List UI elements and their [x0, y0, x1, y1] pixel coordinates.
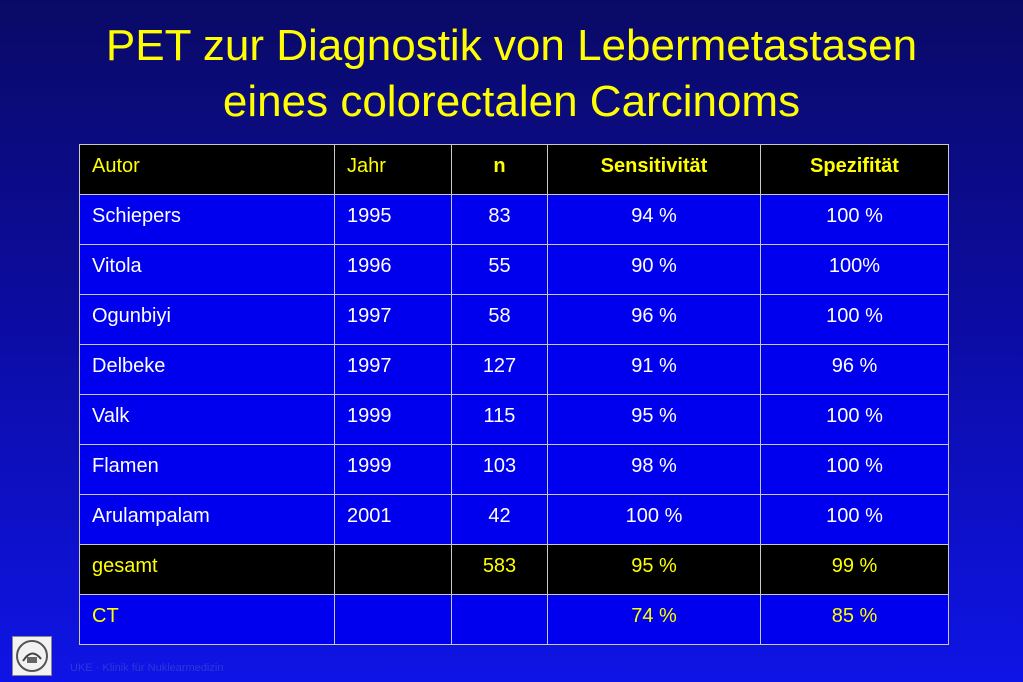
title-line-2: eines colorectalen Carcinoms	[222, 77, 801, 126]
cell-n: 58	[452, 295, 548, 345]
cell-autor: Ogunbiyi	[80, 295, 335, 345]
cell-n: 127	[452, 345, 548, 395]
slide-footer: UKE · Klinik für Nuklearmedizin	[70, 662, 224, 674]
cell-jahr: 2001	[335, 495, 452, 545]
summary-sensitivitaet: 95 %	[548, 545, 761, 595]
table-row	[80, 445, 949, 495]
cell-sensitivitaet: 91 %	[548, 345, 761, 395]
cell-spezifitaet: 100 %	[761, 445, 949, 495]
ct-label: CT	[80, 595, 335, 645]
ct-row	[80, 595, 949, 645]
cell-spezifitaet: 100%	[761, 245, 949, 295]
ct-spezifitaet: 85 %	[761, 595, 949, 645]
summary-n: 583	[452, 545, 548, 595]
summary-row	[80, 545, 949, 595]
cell-spezifitaet: 100 %	[761, 395, 949, 445]
summary-jahr	[335, 545, 452, 595]
header-n: n	[452, 145, 548, 195]
cell-autor: Flamen	[80, 445, 335, 495]
cell-spezifitaet: 100 %	[761, 495, 949, 545]
institution-logo-icon	[12, 636, 52, 676]
cell-n: 55	[452, 245, 548, 295]
header-sensitivitaet: Sensitivität	[548, 145, 761, 195]
study-table	[79, 144, 949, 645]
cell-n: 42	[452, 495, 548, 545]
cell-jahr: 1996	[335, 245, 452, 295]
cell-autor: Arulampalam	[80, 495, 335, 545]
cell-sensitivitaet: 94 %	[548, 195, 761, 245]
cell-sensitivitaet: 96 %	[548, 295, 761, 345]
cell-jahr: 1997	[335, 345, 452, 395]
table-row	[80, 495, 949, 545]
header-autor: Autor	[80, 145, 335, 195]
table-row	[80, 195, 949, 245]
cell-n: 115	[452, 395, 548, 445]
cell-spezifitaet: 100 %	[761, 295, 949, 345]
table-row	[80, 245, 949, 295]
ct-jahr	[335, 595, 452, 645]
slide-title	[0, 18, 1023, 130]
table-row	[80, 345, 949, 395]
cell-jahr: 1997	[335, 295, 452, 345]
cell-sensitivitaet: 90 %	[548, 245, 761, 295]
summary-spezifitaet: 99 %	[761, 545, 949, 595]
cell-sensitivitaet: 95 %	[548, 395, 761, 445]
table-row	[80, 395, 949, 445]
cell-sensitivitaet: 100 %	[548, 495, 761, 545]
cell-n: 83	[452, 195, 548, 245]
cell-jahr: 1995	[335, 195, 452, 245]
title-line-1: PET zur Diagnostik von Lebermetastasen	[105, 21, 918, 70]
cell-spezifitaet: 96 %	[761, 345, 949, 395]
table-row	[80, 295, 949, 345]
cell-autor: Schiepers	[80, 195, 335, 245]
cell-autor: Delbeke	[80, 345, 335, 395]
cell-sensitivitaet: 98 %	[548, 445, 761, 495]
header-jahr: Jahr	[335, 145, 452, 195]
cell-autor: Vitola	[80, 245, 335, 295]
ct-sensitivitaet: 74 %	[548, 595, 761, 645]
header-spezifitaet: Spezifität	[761, 145, 949, 195]
table-header-row	[80, 145, 949, 195]
cell-n: 103	[452, 445, 548, 495]
cell-jahr: 1999	[335, 395, 452, 445]
cell-spezifitaet: 100 %	[761, 195, 949, 245]
cell-autor: Valk	[80, 395, 335, 445]
summary-label: gesamt	[80, 545, 335, 595]
ct-n	[452, 595, 548, 645]
cell-jahr: 1999	[335, 445, 452, 495]
